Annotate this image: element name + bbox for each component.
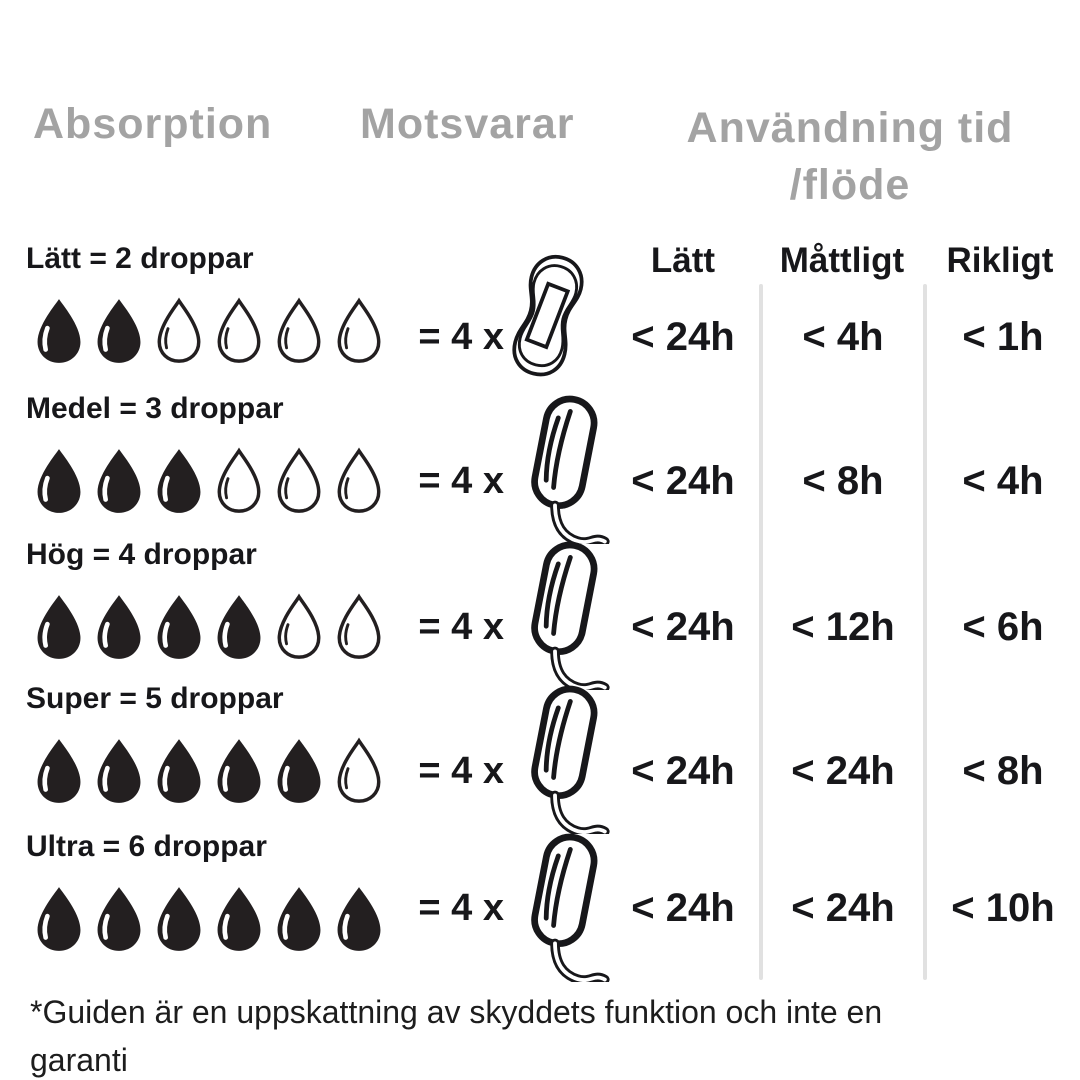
section-header-absorption: Absorption (33, 100, 273, 148)
filled-drop-icon (30, 880, 88, 958)
flow-column-mattligt: Måttligt (779, 241, 905, 280)
multiplier-text: = 4 x (418, 606, 504, 648)
usage-time-rikligt: < 10h (951, 886, 1055, 930)
usage-time-mattligt: < 24h (791, 886, 895, 930)
usage-time-latt: < 24h (631, 749, 735, 793)
section-header-motsvarar: Motsvarar (360, 100, 575, 148)
usage-time-rikligt: < 1h (962, 315, 1044, 359)
section-header-anvandning (655, 100, 1045, 214)
table-row-hog (0, 528, 1080, 693)
empty-drop-icon (330, 588, 388, 666)
filled-drop-icon (210, 588, 268, 666)
multiplier-text: = 4 x (418, 316, 504, 358)
multiplier-text: = 4 x (418, 887, 504, 929)
pad-icon (492, 246, 604, 386)
empty-drop-icon (330, 292, 388, 370)
filled-drop-icon (150, 880, 208, 958)
filled-drop-icon (210, 880, 268, 958)
row-label: Medel = 3 droppar (26, 392, 284, 425)
filled-drop-icon (150, 732, 208, 810)
usage-time-rikligt: < 6h (962, 605, 1044, 649)
usage-time-rikligt: < 4h (962, 459, 1044, 503)
empty-drop-icon (270, 442, 328, 520)
footnote-line1: *Guiden är en uppskattning av skyddets funktion och inte en (30, 994, 883, 1030)
empty-drop-icon (330, 442, 388, 520)
usage-time-latt: < 24h (631, 459, 735, 503)
flow-column-rikligt: Rikligt (946, 241, 1054, 280)
filled-drop-icon (90, 442, 148, 520)
usage-time-latt: < 24h (631, 605, 735, 649)
row-label: Lätt = 2 droppar (26, 242, 254, 275)
row-label: Ultra = 6 droppar (26, 830, 267, 863)
usage-time-mattligt: < 12h (791, 605, 895, 649)
drop-scale (30, 880, 388, 958)
section-header-anvandning-line2: /flöde (789, 161, 911, 209)
usage-time-mattligt: < 8h (802, 459, 884, 503)
filled-drop-icon (150, 588, 208, 666)
filled-drop-icon (30, 442, 88, 520)
flow-column-latt: Lätt (650, 241, 716, 280)
empty-drop-icon (270, 588, 328, 666)
empty-drop-icon (330, 732, 388, 810)
filled-drop-icon (30, 732, 88, 810)
footnote-line2: garanti (30, 1042, 128, 1078)
drop-scale (30, 732, 388, 810)
multiplier-text: = 4 x (418, 460, 504, 502)
row-label: Hög = 4 droppar (26, 538, 257, 571)
filled-drop-icon (270, 880, 328, 958)
table-row-latt (0, 232, 1080, 397)
usage-time-latt: < 24h (631, 315, 735, 359)
drop-scale (30, 588, 388, 666)
empty-drop-icon (270, 292, 328, 370)
usage-time-rikligt: < 8h (962, 749, 1044, 793)
usage-time-mattligt: < 24h (791, 749, 895, 793)
empty-drop-icon (210, 292, 268, 370)
row-label: Super = 5 droppar (26, 682, 284, 715)
table-row-super (0, 672, 1080, 837)
footnote (30, 988, 882, 1080)
filled-drop-icon (90, 588, 148, 666)
filled-drop-icon (90, 732, 148, 810)
empty-drop-icon (150, 292, 208, 370)
filled-drop-icon (150, 442, 208, 520)
filled-drop-icon (90, 292, 148, 370)
filled-drop-icon (30, 588, 88, 666)
filled-drop-icon (30, 292, 88, 370)
filled-drop-icon (330, 880, 388, 958)
multiplier-text: = 4 x (418, 750, 504, 792)
filled-drop-icon (210, 732, 268, 810)
empty-drop-icon (210, 442, 268, 520)
usage-time-latt: < 24h (631, 886, 735, 930)
table-row-medel (0, 382, 1080, 547)
drop-scale (30, 442, 388, 520)
table-row-ultra (0, 820, 1080, 985)
drop-scale (30, 292, 388, 370)
usage-time-mattligt: < 4h (802, 315, 884, 359)
section-header-anvandning-line1: Användning tid (686, 104, 1014, 152)
filled-drop-icon (270, 732, 328, 810)
filled-drop-icon (90, 880, 148, 958)
